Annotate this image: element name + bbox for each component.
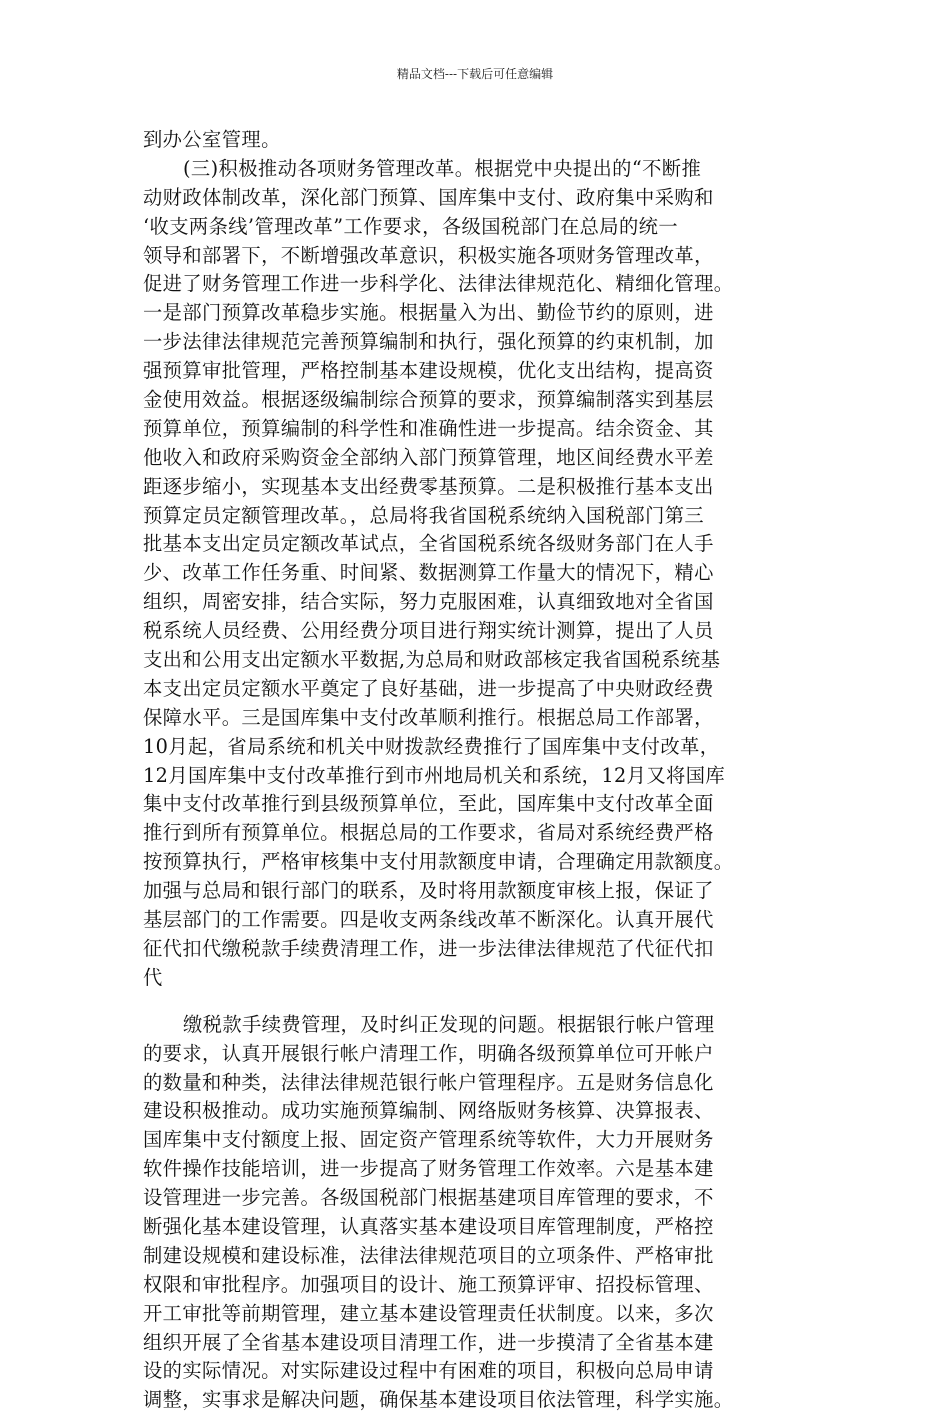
text-line: 支出和公用支出定额水平数据,为总局和财政部核定我省国税系统基 — [143, 648, 721, 672]
text-line: 权限和审批程序。加强项目的设计、施工预算评审、招投标管理、 — [143, 1272, 714, 1296]
text-line: 距逐步缩小，实现基本支出经费零基预算。二是积极推行基本支出 — [143, 474, 714, 498]
text-line: 制建设规模和建设标准，法律法律规范项目的立项条件、严格审批 — [143, 1243, 714, 1267]
text-line: 本支出定员定额水平奠定了良好基础，进一步提高了中央财政经费 — [143, 676, 714, 700]
paragraph-gap — [143, 993, 823, 1011]
text-line: 软件操作技能培训，进一步提高了财务管理工作效率。六是基本建 — [143, 1157, 714, 1181]
text-line: 动财政体制改革，深化部门预算、国库集中支付、政府集中采购和 — [143, 185, 714, 209]
text-line: 10月起，省局系统和机关中财拨款经费推行了国库集中支付改革， — [143, 734, 720, 758]
text-line: 批基本支出定员定额改革试点，全省国税系统各级财务部门在人手 — [143, 532, 714, 556]
document-body — [143, 126, 823, 1415]
text-line: 按预算执行，严格审核集中支付用款额度申请，合理确定用款额度。 — [143, 850, 734, 874]
text-line: 代 — [143, 965, 163, 989]
text-line: (三)积极推动各项财务管理改革。根据党中央提出的“不断推 — [183, 156, 702, 180]
text-line: 一是部门预算改革稳步实施。根据量入为出、勤俭节约的原则，进 — [143, 301, 714, 325]
text-line: 保障水平。三是国库集中支付改革顺利推行。根据总局工作部署， — [143, 705, 714, 729]
text-line: 建设积极推动。成功实施预算编制、网络版财务核算、决算报表、 — [143, 1099, 714, 1123]
page-header: 精品文档---下载后可任意编辑 — [396, 67, 554, 81]
text-line: 开工审批等前期管理，建立基本建设管理责任状制度。以来，多次 — [143, 1301, 714, 1325]
text-line: 推行到所有预算单位。根据总局的工作要求，省局对系统经费严格 — [143, 821, 714, 845]
paragraph — [143, 1011, 823, 1415]
text-line: 加强与总局和银行部门的联系，及时将用款额度审核上报，保证了 — [143, 879, 714, 903]
text-line: 设管理进一步完善。各级国税部门根据基建项目库管理的要求，不 — [143, 1186, 714, 1210]
text-line: 国库集中支付额度上报、固定资产管理系统等软件，大力开展财务 — [143, 1128, 714, 1152]
text-line: 少、改革工作任务重、时间紧、数据测算工作量大的情况下，精心 — [143, 561, 714, 585]
text-line: 一步法律法律规范完善预算编制和执行，强化预算的约束机制，加 — [143, 330, 714, 354]
text-line: 预算定员定额管理改革。，总局将我省国税系统纳入国税部门第三 — [143, 503, 705, 527]
text-line: 预算单位，预算编制的科学性和准确性进一步提高。结余资金、其 — [143, 416, 714, 440]
text-line: 促进了财务管理工作进一步科学化、法律法律规范化、精细化管理。 — [143, 272, 734, 296]
text-line: 基层部门的工作需要。四是收支两条线改革不断深化。认真开展代 — [143, 908, 714, 932]
text-line: 组织，周密安排，结合实际，努力克服困难，认真细致地对全省国 — [143, 590, 714, 614]
text-line: 征代扣代缴税款手续费清理工作，进一步法律法律规范了代征代扣 — [143, 936, 714, 960]
text-line: 到办公室管理。 — [143, 128, 281, 151]
text-line: 调整，实事求是解决问题，确保基本建设项目依法管理，科学实施。 — [143, 1388, 734, 1412]
text-line: 金使用效益。根据逐级编制综合预算的要求，预算编制落实到基层 — [143, 388, 714, 412]
text-line: 集中支付改革推行到县级预算单位，至此，国库集中支付改革全面 — [143, 792, 714, 816]
text-line: 设的实际情况。对实际建设过程中有困难的项目，积极向总局申请 — [143, 1359, 714, 1383]
text-line: 的要求，认真开展银行帐户清理工作，明确各级预算单位可开帐户 — [143, 1041, 714, 1065]
text-line: 组织开展了全省基本建设项目清理工作，进一步摸清了全省基本建 — [143, 1330, 714, 1354]
text-line: 断强化基本建设管理，认真落实基本建设项目库管理制度，严格控 — [143, 1214, 714, 1238]
text-line: 的数量和种类，法律法律规范银行帐户管理程序。五是财务信息化 — [143, 1070, 714, 1094]
paragraph — [143, 126, 823, 993]
text-line: 领导和部署下，不断增强改革意识，积极实施各项财务管理改革， — [143, 243, 714, 267]
text-line: 强预算审批管理，严格控制基本建设规模，优化支出结构，提高资 — [143, 359, 714, 383]
text-line: 12月国库集中支付改革推行到市州地局机关和系统，12月又将国库 — [143, 763, 726, 787]
text-line: ‘收支两条线’管理改革”工作要求，各级国税部门在总局的统一 — [143, 214, 679, 238]
text-line: 他收入和政府采购资金全部纳入部门预算管理，地区间经费水平差 — [143, 445, 714, 469]
text-line: 税系统人员经费、公用经费分项目进行翔实统计测算，提出了人员 — [143, 619, 714, 643]
text-line: 缴税款手续费管理，及时纠正发现的问题。根据银行帐户管理 — [183, 1012, 715, 1036]
